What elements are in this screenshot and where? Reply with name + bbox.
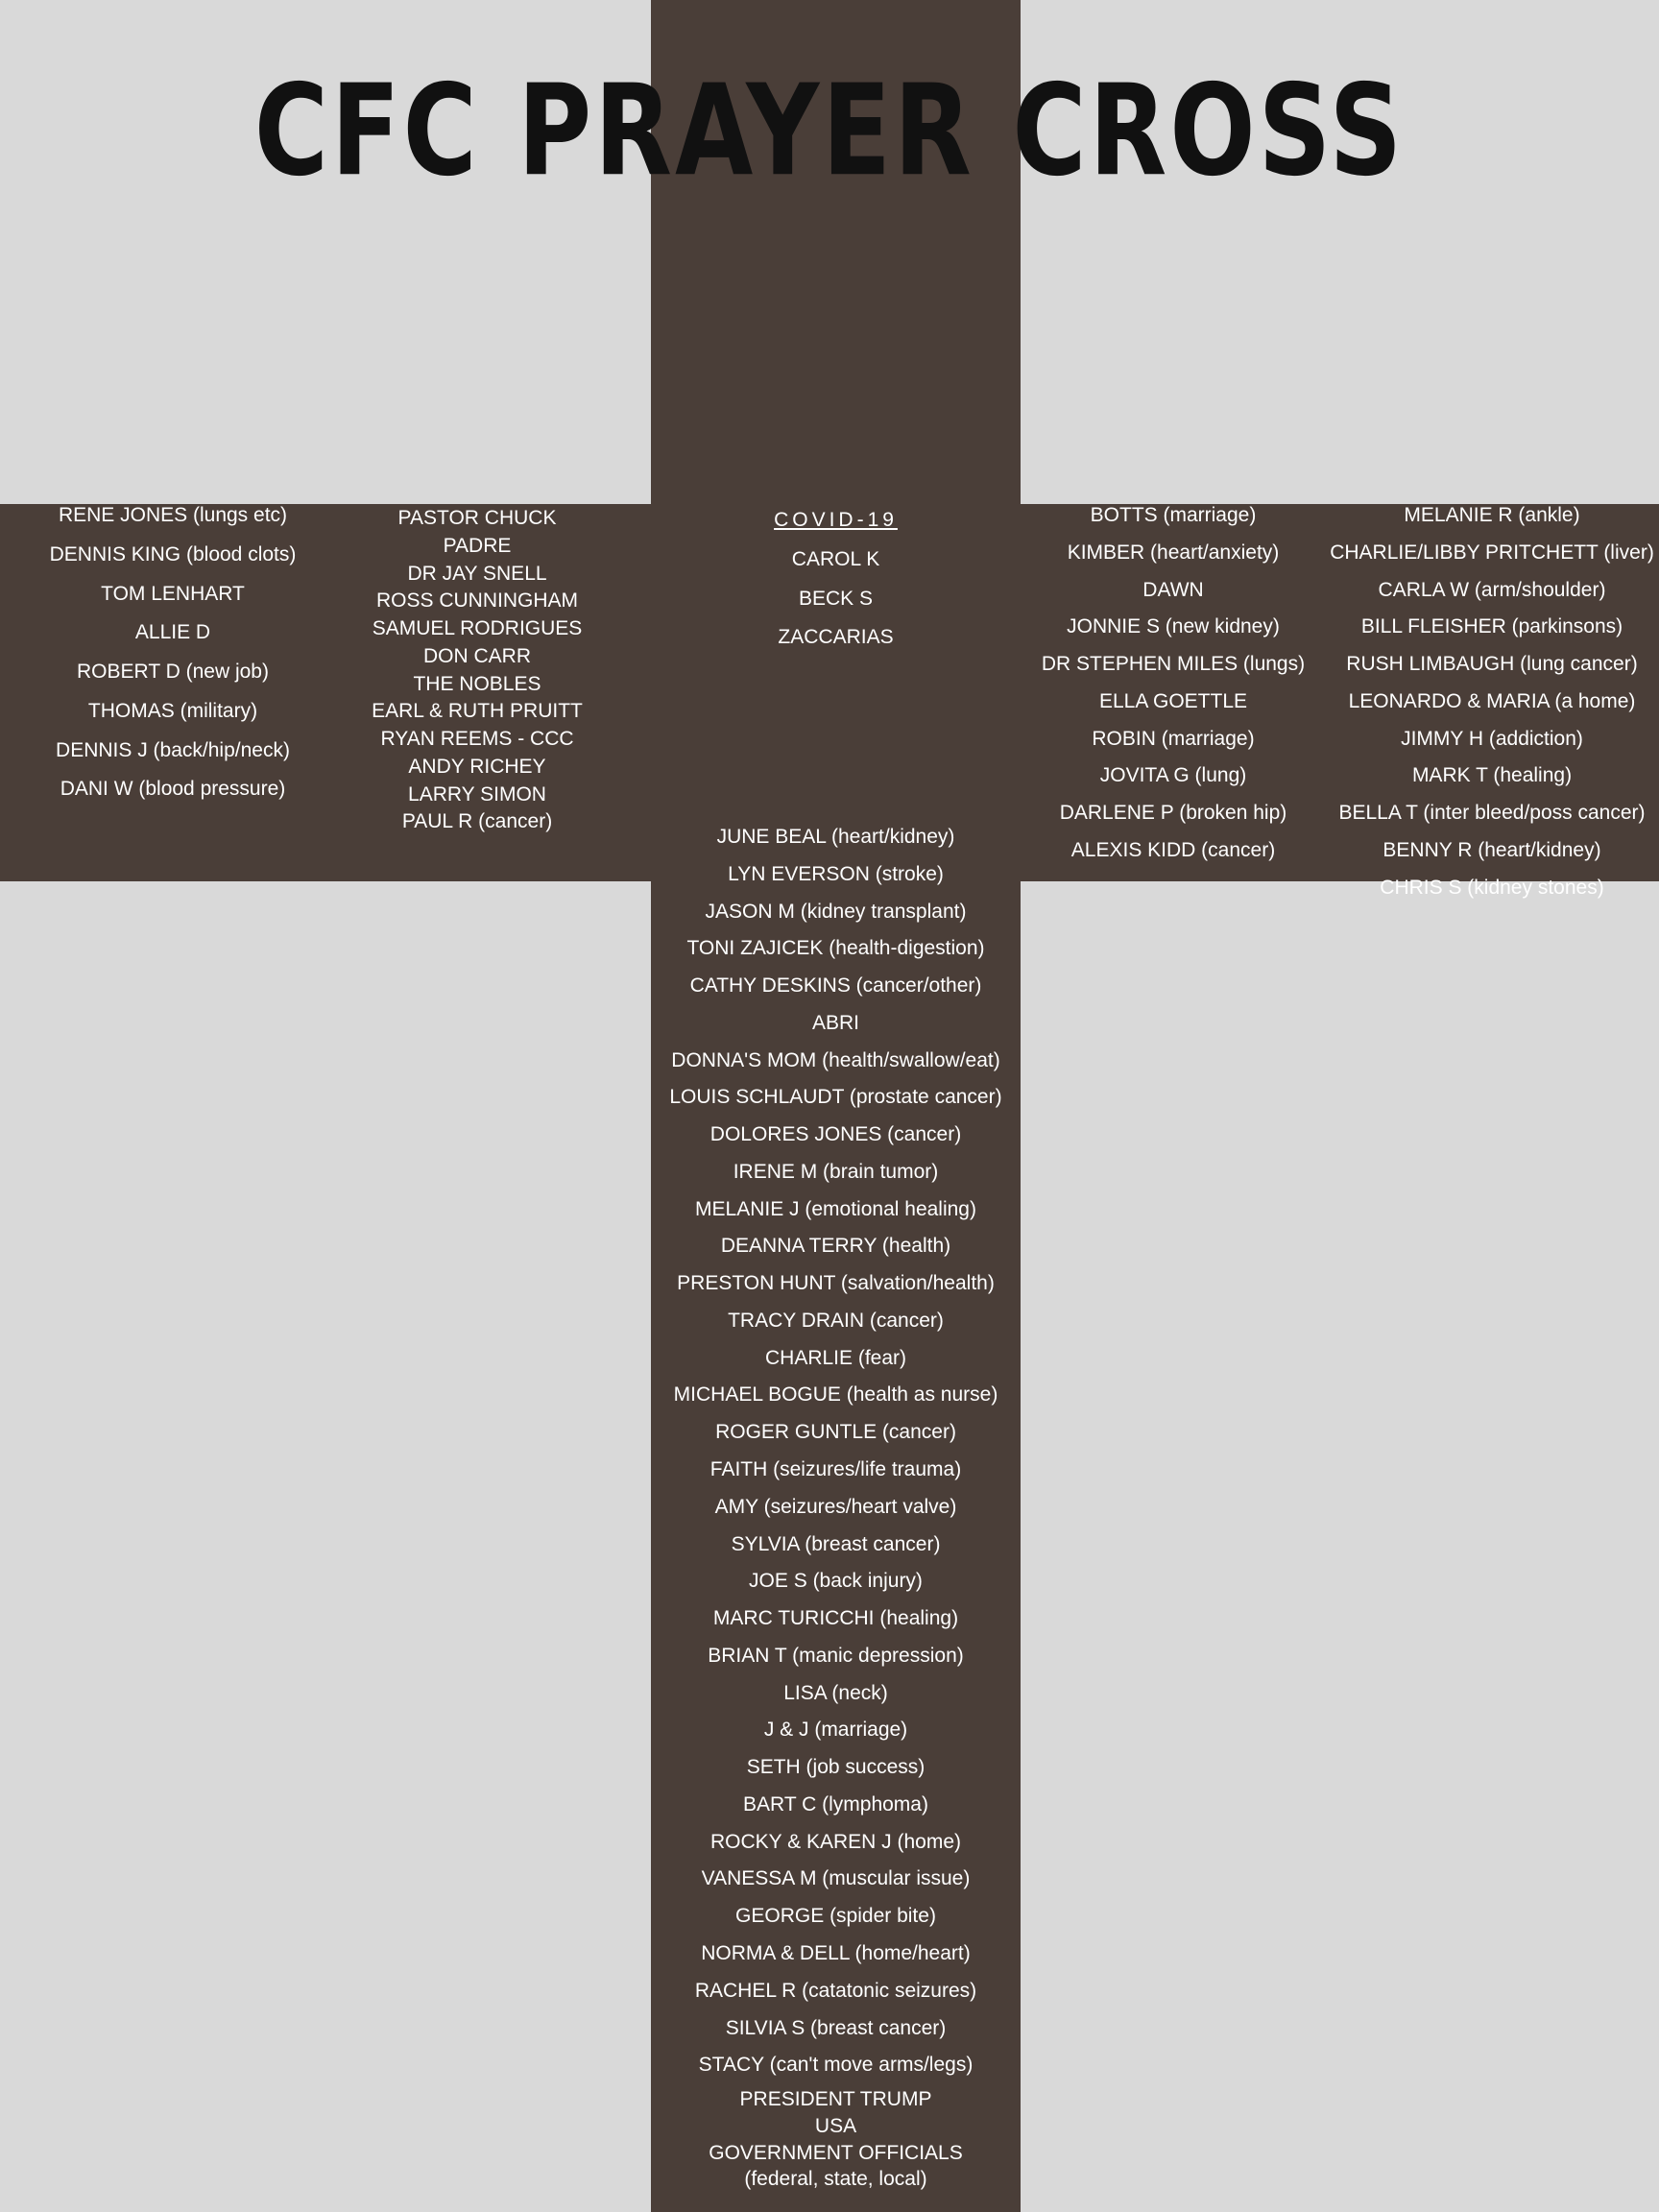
list-item: SYLVIA (breast cancer)	[731, 1532, 941, 1555]
list-item: ANDY RICHEY	[408, 755, 546, 778]
prayer-list-center-footer	[651, 2088, 1021, 2195]
list-item: ABRI	[811, 1011, 859, 1034]
list-item: PRESIDENT TRUMP	[739, 2088, 932, 2110]
list-item: MELANIE R (ankle)	[1404, 504, 1580, 526]
list-item: GOVERNMENT OFFICIALS	[709, 2141, 963, 2164]
list-item: JONNIE S (new kidney)	[1067, 615, 1280, 638]
list-item: ALEXIS KIDD (cancer)	[1070, 838, 1276, 861]
list-item: PASTOR CHUCK	[397, 507, 557, 529]
list-item: MARC TURICCHI (healing)	[712, 1607, 959, 1630]
list-item: CHARLIE (fear)	[764, 1346, 907, 1369]
list-item: DENNIS KING (blood clots)	[49, 542, 297, 565]
list-item: GEORGE (spider bite)	[735, 1905, 936, 1928]
list-item: DAWN	[1142, 578, 1204, 601]
list-item: BELLA T (inter bleed/poss cancer)	[1338, 802, 1646, 825]
list-item: (federal, state, local)	[744, 2168, 927, 2191]
list-item: BILL FLEISHER (parkinsons)	[1360, 615, 1623, 638]
list-item: MICHAEL BOGUE (health as nurse)	[673, 1383, 998, 1407]
list-item: ROCKY & KAREN J (home)	[709, 1830, 961, 1853]
list-item: TONI ZAJICEK (health-digestion)	[686, 937, 985, 960]
list-item: ROGER GUNTLE (cancer)	[715, 1421, 956, 1444]
prayer-list-left-outer	[10, 504, 336, 817]
list-item: STACY (can't move arms/legs)	[698, 2054, 974, 2077]
list-item: TOM LENHART	[101, 582, 245, 605]
page-title: CFC PRAYER CROSS	[253, 58, 1406, 204]
list-item: BART C (lymphoma)	[743, 1792, 928, 1815]
list-item: DANI W (blood pressure)	[60, 778, 286, 801]
list-item: CHARLIE/LIBBY PRITCHETT (liver)	[1330, 541, 1654, 564]
list-item: JOVITA G (lung)	[1099, 764, 1247, 787]
list-item: PAUL R (cancer)	[401, 810, 553, 833]
list-item: DARLENE P (broken hip)	[1059, 802, 1287, 825]
list-item: JOE S (back injury)	[749, 1570, 923, 1593]
list-item: USA	[814, 2114, 857, 2137]
list-item: SILVIA S (breast cancer)	[725, 2016, 947, 2039]
list-item: TRACY DRAIN (cancer)	[728, 1309, 944, 1332]
list-item: AMY (seizures/heart valve)	[714, 1495, 957, 1518]
list-item: BENNY R (heart/kidney)	[1382, 838, 1601, 861]
list-item: DR JAY SNELL	[407, 562, 547, 585]
list-item: DOLORES JONES (cancer)	[709, 1123, 962, 1146]
list-item: IRENE M (brain tumor)	[733, 1160, 939, 1183]
list-item: KIMBER (heart/anxiety)	[1067, 541, 1280, 564]
list-item: DON CARR	[422, 644, 531, 667]
prayer-list-right-outer	[1325, 504, 1659, 913]
list-item: CATHY DESKINS (cancer/other)	[689, 974, 982, 998]
list-item: LARRY SIMON	[408, 782, 546, 805]
list-item: ELLA GOETTLE	[1098, 689, 1248, 712]
prayer-list-left-inner	[338, 507, 616, 838]
list-item: FAITH (seizures/life trauma)	[709, 1458, 962, 1481]
list-item: CAROL K	[791, 547, 880, 570]
list-item: DONNA'S MOM (health/swallow/eat)	[671, 1048, 1000, 1071]
list-item: MELANIE J (emotional healing)	[695, 1197, 976, 1220]
list-item: MARK T (healing)	[1411, 764, 1573, 787]
prayer-list-covid	[651, 509, 1021, 665]
list-item: ALLIE D	[134, 621, 211, 644]
list-item: PRESTON HUNT (salvation/health)	[677, 1272, 995, 1295]
list-item: RYAN REEMS - CCC	[380, 728, 574, 751]
prayer-list-center-main	[651, 826, 1021, 2091]
list-item: BECK S	[798, 587, 874, 610]
list-item: LYN EVERSON (stroke)	[728, 862, 944, 885]
list-item: BRIAN T (manic depression)	[708, 1644, 964, 1667]
list-item: ROBERT D (new job)	[77, 661, 269, 684]
list-item: THOMAS (military)	[87, 699, 258, 722]
list-item: ZACCARIAS	[778, 626, 894, 649]
list-item: CARLA W (arm/shoulder)	[1378, 578, 1606, 601]
list-item: ROBIN (marriage)	[1092, 727, 1255, 750]
list-item: BOTTS (marriage)	[1090, 504, 1257, 526]
list-item: DENNIS J (back/hip/neck)	[56, 738, 290, 761]
list-item: DR STEPHEN MILES (lungs)	[1041, 653, 1306, 676]
list-item: LOUIS SCHLAUDT (prostate cancer)	[669, 1086, 1002, 1109]
list-item: NORMA & DELL (home/heart)	[701, 1941, 971, 1964]
list-item: JUNE BEAL (heart/kidney)	[716, 826, 955, 848]
list-item: VANESSA M (muscular issue)	[701, 1867, 971, 1890]
list-item: RACHEL R (catatonic seizures)	[694, 1979, 977, 2002]
list-item: THE NOBLES	[413, 672, 541, 695]
list-item: CHRIS S (kidney stones)	[1380, 876, 1604, 899]
list-item: SAMUEL RODRIGUES	[372, 617, 583, 640]
list-item: J & J (marriage)	[763, 1719, 908, 1742]
covid-heading: COVID-19	[774, 509, 898, 531]
list-item: RUSH LIMBAUGH (lung cancer)	[1346, 653, 1638, 676]
prayer-list-right-inner	[1020, 504, 1327, 877]
list-item: PADRE	[443, 534, 512, 557]
list-item: JASON M (kidney transplant)	[705, 900, 967, 923]
list-item: JIMMY H (addiction)	[1401, 727, 1583, 750]
list-item: EARL & RUTH PRUITT	[372, 700, 583, 723]
list-item: LISA (neck)	[783, 1681, 888, 1704]
list-item: DEANNA TERRY (health)	[720, 1235, 951, 1258]
list-item: RENE JONES (lungs etc)	[58, 504, 288, 526]
list-item: ROSS CUNNINGHAM	[375, 589, 578, 613]
list-item: SETH (job success)	[746, 1756, 926, 1779]
list-item: LEONARDO & MARIA (a home)	[1348, 689, 1636, 712]
